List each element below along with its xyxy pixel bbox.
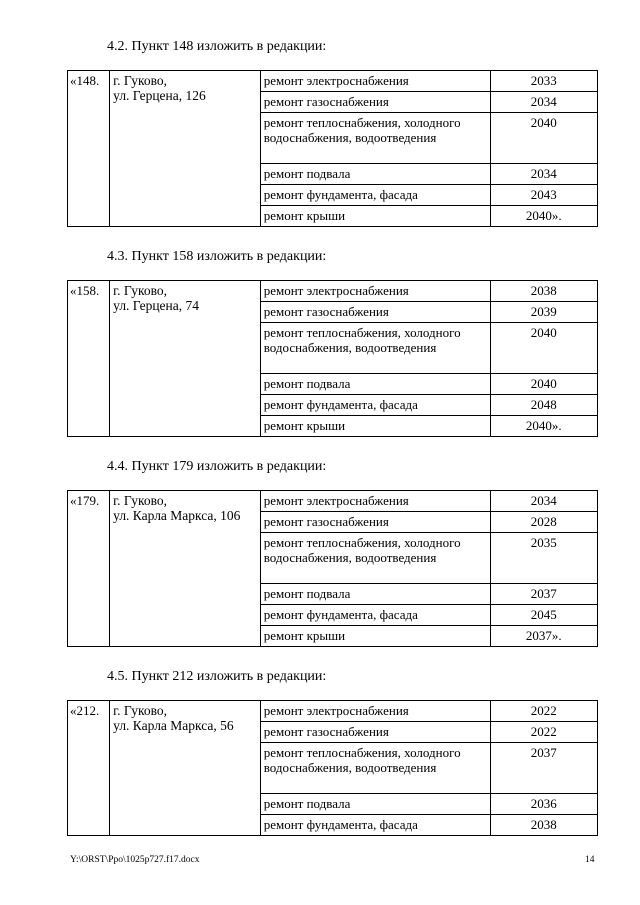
work-year: 2048 (490, 395, 597, 416)
section-heading: 4.3. Пункт 158 изложить в редакции: (107, 249, 327, 264)
page-number: 14 (585, 855, 595, 865)
address-city: г. Гуково, (113, 493, 167, 508)
work-year: 2039 (490, 302, 597, 323)
amendment-table (67, 70, 598, 227)
work-year: 2040». (490, 206, 597, 227)
section-heading: 4.5. Пункт 212 изложить в редакции: (107, 669, 327, 684)
work-type: ремонт подвала (260, 794, 490, 815)
item-number: «158. (68, 281, 110, 437)
address-city: г. Гуково, (113, 73, 167, 88)
item-number: «179. (68, 491, 110, 647)
work-year: 2022 (490, 722, 597, 743)
address-cell (110, 281, 261, 437)
work-year: 2037 (490, 743, 597, 794)
work-type: ремонт подвала (260, 374, 490, 395)
address-street: ул. Карла Маркса, 56 (113, 718, 234, 733)
work-year: 2035 (490, 533, 597, 584)
work-type: ремонт фундамента, фасада (260, 395, 490, 416)
address-cell (110, 701, 261, 836)
section-heading: 4.4. Пункт 179 изложить в редакции: (107, 459, 327, 474)
work-year: 2036 (490, 794, 597, 815)
work-type: ремонт электроснабжения (260, 281, 490, 302)
work-type: ремонт газоснабжения (260, 722, 490, 743)
work-type: ремонт фундамента, фасада (260, 605, 490, 626)
work-type: ремонт подвала (260, 584, 490, 605)
address-cell (110, 71, 261, 227)
work-type: ремонт теплоснабжения, холодного водоснабжения, водоотведения (260, 533, 490, 584)
work-type: ремонт электроснабжения (260, 701, 490, 722)
address-city: г. Гуково, (113, 283, 167, 298)
section-heading: 4.2. Пункт 148 изложить в редакции: (107, 39, 327, 54)
work-year: 2034 (490, 491, 597, 512)
address-street: ул. Герцена, 126 (113, 88, 206, 103)
item-number: «212. (68, 701, 110, 836)
work-type: ремонт теплоснабжения, холодного водоснабжения, водоотведения (260, 113, 490, 164)
work-year: 2043 (490, 185, 597, 206)
work-type: ремонт крыши (260, 626, 490, 647)
work-year: 2045 (490, 605, 597, 626)
work-year: 2034 (490, 92, 597, 113)
address-city: г. Гуково, (113, 703, 167, 718)
work-type: ремонт газоснабжения (260, 512, 490, 533)
amendment-table (67, 490, 598, 647)
work-type: ремонт подвала (260, 164, 490, 185)
work-year: 2033 (490, 71, 597, 92)
footer-file-path: Y:\ORST\Ppo\1025p727.f17.docx (70, 855, 200, 865)
amendment-table (67, 280, 598, 437)
work-year: 2040 (490, 113, 597, 164)
work-year: 2022 (490, 701, 597, 722)
work-type: ремонт крыши (260, 206, 490, 227)
work-type: ремонт фундамента, фасада (260, 185, 490, 206)
work-type: ремонт электроснабжения (260, 71, 490, 92)
work-type: ремонт теплоснабжения, холодного водоснабжения, водоотведения (260, 323, 490, 374)
address-street: ул. Герцена, 74 (113, 298, 200, 313)
work-type: ремонт газоснабжения (260, 92, 490, 113)
work-year: 2037 (490, 584, 597, 605)
amendment-table (67, 700, 598, 836)
work-year: 2034 (490, 164, 597, 185)
work-year: 2040». (490, 416, 597, 437)
work-year: 2040 (490, 374, 597, 395)
work-type: ремонт крыши (260, 416, 490, 437)
work-year: 2028 (490, 512, 597, 533)
work-year: 2037». (490, 626, 597, 647)
work-year: 2040 (490, 323, 597, 374)
address-street: ул. Карла Маркса, 106 (113, 508, 241, 523)
work-type: ремонт газоснабжения (260, 302, 490, 323)
work-type: ремонт фундамента, фасада (260, 815, 490, 836)
item-number: «148. (68, 71, 110, 227)
work-year: 2038 (490, 815, 597, 836)
work-type: ремонт теплоснабжения, холодного водоснабжения, водоотведения (260, 743, 490, 794)
work-type: ремонт электроснабжения (260, 491, 490, 512)
work-year: 2038 (490, 281, 597, 302)
address-cell (110, 491, 261, 647)
